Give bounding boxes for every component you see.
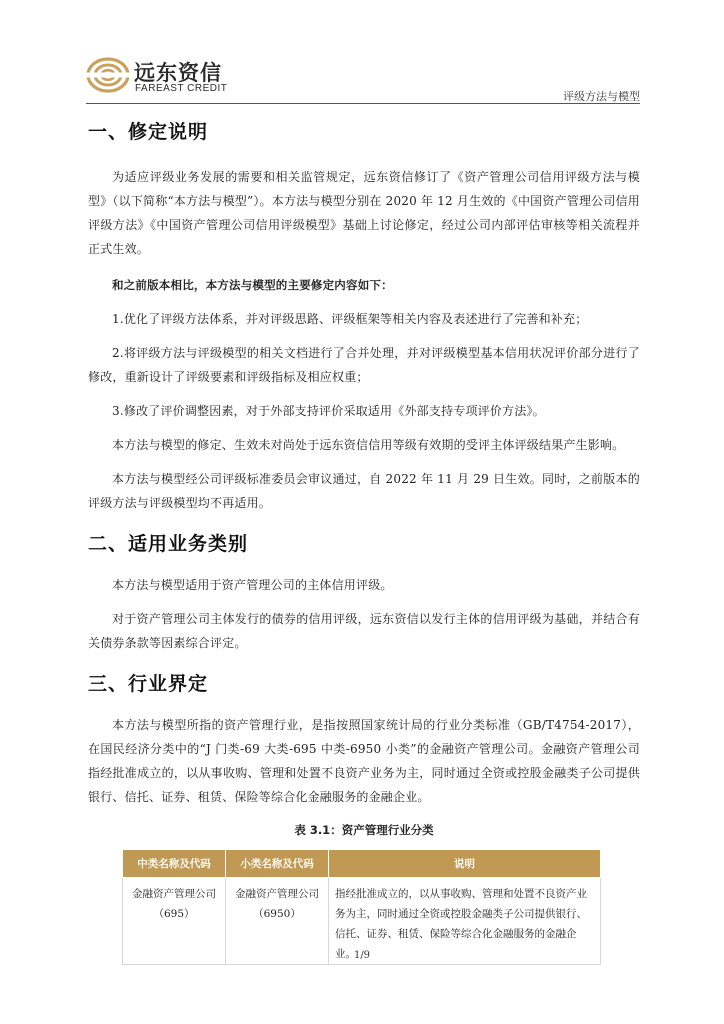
table-header-cell: 小类名称及代码 [226,850,329,878]
revision-summary-lead: 和之前版本相比，本方法与模型的主要修定内容如下： [112,278,393,292]
logo-chinese-name: 远东资信 [134,61,222,85]
logo-english-name: FAREAST CREDIT [135,83,228,94]
category-name: 金融资产管理公司 [132,888,216,900]
section-2-paragraph-2: 对于资产管理公司主体发行的债券的信用评级，远东资信以发行主体的信用评级为基础，并结合有关债券条款等因素综合评定。 [88,612,640,650]
section-1-effective-date-paragraph: 本方法与模型经公司评级标准委员会审议通过，自 2022 年 11 月 29 日生效。同时，之前版本的评级方法与评级模型均不再适用。 [88,472,640,510]
section-2-paragraph-1: 本方法与模型适用于资产管理公司的主体信用评级。 [112,578,393,592]
industry-classification-table [122,849,601,965]
revision-item-2: 2.将评级方法与评级模型的相关文档进行了合并处理，并对评级模型基本信用状况评价部分进行了修改，重新设计了评级要素和评级指标及相应权重； [88,346,640,384]
page-header [86,56,640,104]
page-number: 1/9 [353,950,371,961]
table-header-cell: 中类名称及代码 [123,850,226,878]
document-title: 评级方法与模型 [563,90,640,103]
table-header-cell: 说明 [329,850,601,878]
fareast-logo-icon [86,56,132,94]
document-body [88,119,640,965]
section-3-heading: 三、行业界定 [88,673,209,695]
section-1-paragraph: 为适应评级业务发展的需要和相关监管规定，远东资信修订了《资产管理公司信用评级方法与模型》（以下简称“本方法与模型”）。本方法与模型分别在 2020 年 12 月生效的《中国资产管理公司信用评级方法》《中国资产管理公司信用评级模型》基础上讨论修定，经过公司内部评估审核等相关流程并正式生效。 [88,170,640,256]
subcategory-code: （6950） [253,908,301,920]
section-2-heading: 二、适用业务类别 [88,533,249,555]
revision-item-1: 1.优化了评级方法体系，并对评级思路、评级框架等相关内容及表述进行了完善和补充； [112,312,588,326]
revision-item-3: 3.修改了评价调整因素，对于外部支持评价采取适用《外部支持专项评价方法》。 [112,404,545,418]
table-header-row [123,850,601,878]
subcategory-name: 金融资产管理公司 [235,888,319,900]
table-cell-description: 指经批准成立的，以从事收购、管理和处置不良资产业务为主，同时通过全资或控股金融类子公司提供银行、信托、证券、租赁、保险等综合化金融服务的金融企业。 [329,878,601,965]
category-code: （695） [153,908,195,920]
section-1-heading: 一、修定说明 [88,121,209,143]
table-caption: 表 3.1：资产管理行业分类 [294,823,434,837]
section-3-paragraph: 本方法与模型所指的资产管理行业，是指按照国家统计局的行业分类标准（GB/T4754-2017），在国民经济分类中的“J 门类-69 大类-695 中类-6950 小类”的金融资产管理公司。金融资产管理公司指经批准成立的，以从事收购、管理和处置不良资产业务为主，同时通过全资或控股金融类子公司提供银行、信托、证券、租赁、保险等综合化金融服务的金融企业。 [88,718,640,804]
header-divider [86,103,640,104]
section-1-effect-paragraph: 本方法与模型的修定、生效未对尚处于远东资信信用等级有效期的受评主体评级结果产生影响。 [112,438,625,452]
